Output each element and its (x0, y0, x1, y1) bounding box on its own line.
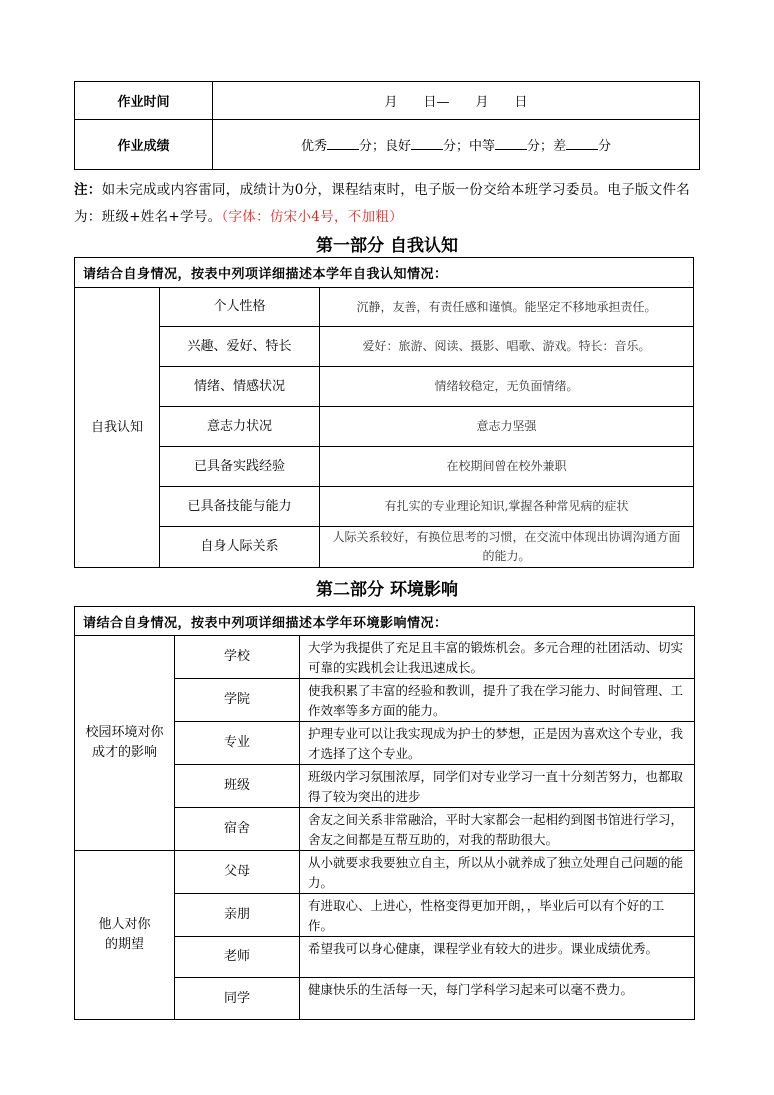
row-label: 兴趣、爱好、特长 (160, 327, 320, 367)
row-label: 意志力状况 (160, 407, 320, 447)
score-part: 优秀 (300, 139, 327, 154)
row-value: 护理专业可以让我实现成为护士的梦想，正是因为喜欢这个专业，我才选择了这个专业。 (300, 722, 695, 765)
expectations-group-label: 他人对你的期望 (75, 851, 175, 1020)
homework-time-label: 作业时间 (75, 82, 213, 120)
homework-time-value: 月 日— 月 日 (213, 82, 700, 120)
row-label: 个人性格 (160, 288, 320, 327)
note-text: 如未完成或内容雷同，成绩计为0分，课程结束时，电子版一份交给本班学习委员。电子版文件名为：班级+姓名+学号。 (74, 182, 691, 225)
score-part: 分 (598, 139, 612, 154)
row-label: 老师 (175, 937, 300, 978)
row-label: 自身人际关系 (160, 527, 320, 568)
part2-title: 第二部分 环境影响 (316, 580, 458, 600)
homework-table (74, 81, 700, 170)
environment-table (74, 606, 695, 1020)
row-label: 亲朋 (175, 894, 300, 937)
row-value: 人际关系较好，有换位思考的习惯，在交流中体现出协调沟通方面的能力。 (320, 527, 694, 568)
row-label: 父母 (175, 851, 300, 894)
row-label: 班级 (175, 765, 300, 808)
row-label: 宿舍 (175, 808, 300, 851)
score-part: 分；中等 (442, 139, 495, 154)
self-awareness-group-label: 自我认知 (75, 288, 160, 568)
row-value: 大学为我提供了充足且丰富的锻炼机会。多元合理的社团活动、切实可靠的实践机会让我迅速成长。 (300, 636, 695, 679)
row-value: 健康快乐的生活每一天，每门学科学习起来可以毫不费力。 (300, 978, 695, 1020)
row-label: 情绪、情感状况 (160, 367, 320, 407)
note-font-requirement: （字体：仿宋小4号，不加粗） (221, 209, 403, 225)
row-value: 在校期间曾在校外兼职 (320, 447, 694, 487)
row-value: 班级内学习氛围浓厚，同学们对专业学习一直十分刻苦努力，也都取得了较为突出的进步 (300, 765, 695, 808)
row-label: 学院 (175, 679, 300, 722)
part1-title: 第一部分 自我认知 (316, 236, 458, 256)
part2-instruction: 请结合自身情况，按表中列项详细描述本学年环境影响情况： (75, 607, 695, 636)
row-value: 希望我可以身心健康，课程学业有较大的进步。课业成绩优秀。 (300, 937, 695, 978)
campus-group-label: 校园环境对你成才的影响 (75, 636, 175, 851)
homework-score-label: 作业成绩 (75, 120, 213, 170)
row-value: 舍友之间关系非常融洽，平时大家都会一起相约到图书馆进行学习，舍友之间都是互帮互助的，对我的帮助很大。 (300, 808, 695, 851)
note-paragraph (74, 177, 704, 231)
row-label: 同学 (175, 978, 300, 1020)
note-prefix: 注： (74, 182, 102, 198)
row-value: 情绪较稳定，无负面情绪。 (320, 367, 694, 407)
row-value: 有进取心、上进心，性格变得更加开朗，，毕业后可以有个好的工作。 (300, 894, 695, 937)
row-value: 使我积累了丰富的经验和教训，提升了我在学习能力、时间管理、工作效率等多方面的能力。 (300, 679, 695, 722)
row-label: 已具备技能与能力 (160, 487, 320, 527)
self-awareness-table (74, 257, 694, 568)
score-part: 分；良好 (358, 139, 411, 154)
row-value: 意志力坚强 (320, 407, 694, 447)
homework-score-value (213, 120, 700, 170)
row-value: 沉静，友善，有责任感和谨慎。能坚定不移地承担责任。 (320, 288, 694, 327)
row-value: 有扎实的专业理论知识,掌握各种常见病的症状 (320, 487, 694, 527)
row-value: 从小就要求我要独立自主，所以从小就养成了独立处理自己问题的能力。 (300, 851, 695, 894)
row-label: 学校 (175, 636, 300, 679)
row-label: 专业 (175, 722, 300, 765)
score-part: 分；差 (527, 139, 567, 154)
part1-instruction: 请结合自身情况，按表中列项详细描述本学年自我认知情况： (75, 258, 694, 288)
row-value: 爱好：旅游、阅读、摄影、唱歌、游戏。特长：音乐。 (320, 327, 694, 367)
row-label: 已具备实践经验 (160, 447, 320, 487)
